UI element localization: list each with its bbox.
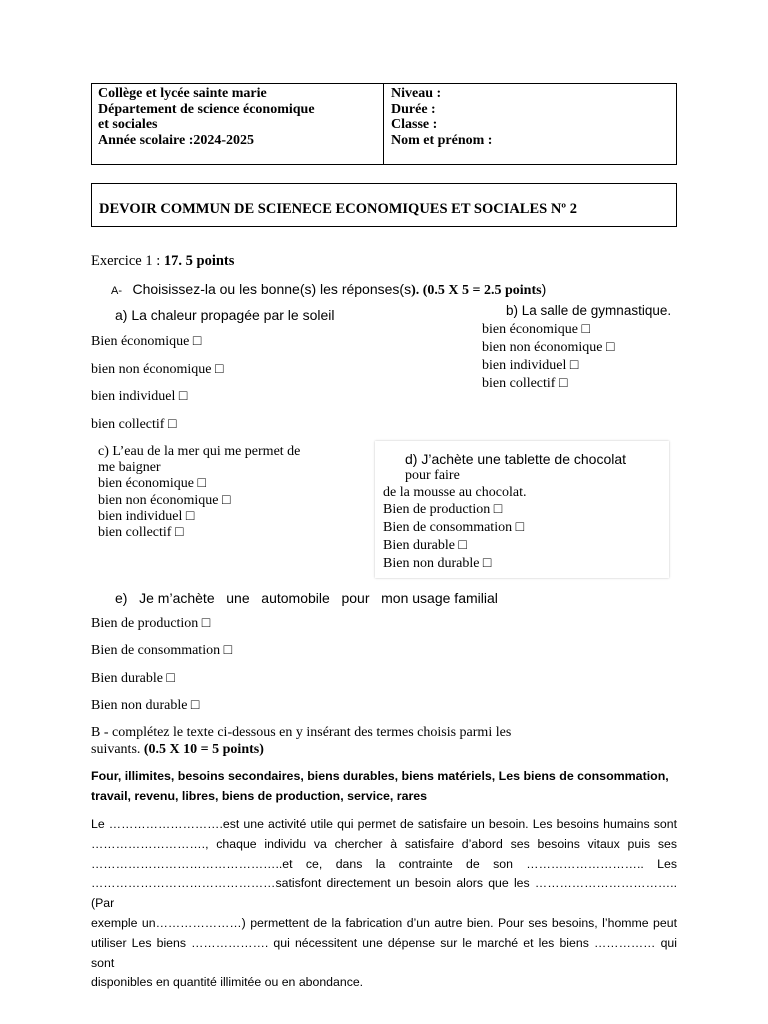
question-b-option-3[interactable]: bien individuel □ [482, 358, 579, 373]
exam-title: DEVOIR COMMUN DE SCIENECE ECONOMIQUES ET SOCIALES Nº 2 [91, 183, 677, 227]
question-d-option-3[interactable]: Bien durable □ [383, 538, 467, 553]
part-b-instruction: B - complétez le texte ci-dessous en y insérant des termes choisis parmi les [91, 725, 512, 740]
part-a-instruction: A- Choisissez-la ou les bonne(s) les réponses(s). (0.5 X 5 = 2.5 points) [111, 281, 547, 298]
fill-in-line: disponibles en quantité illimitée ou en abondance. [91, 975, 364, 990]
student-info [384, 84, 676, 164]
question-d-label: d) J’achète une tablette de chocolat [405, 451, 627, 467]
question-b-option-4[interactable]: bien collectif □ [482, 376, 568, 391]
fill-in-line[interactable]: ………………………., chaque individu va chercher à satisfaire d’abord ses besoins vitaux puis ses [91, 836, 677, 851]
question-a-option-4[interactable]: bien collectif □ [91, 417, 177, 432]
part-b-instruction-cont: suivants. (0.5 X 10 = 5 points) [91, 742, 264, 757]
fill-in-line[interactable]: exemple un…………………) permettent de la fabrication d’un autre bien. Pour ses besoins, l’homme peut [91, 915, 677, 930]
question-e-option-1[interactable]: Bien de production □ [91, 616, 211, 631]
duration-field: Durée : [391, 101, 436, 117]
name-field: Nom et prénom : [391, 132, 493, 148]
fill-in-line[interactable]: ………………………………………satisfont directement un besoin alors que les …………………………….. (Par [91, 876, 677, 911]
part-a-points: ). (0.5 X 5 = 2.5 points [411, 283, 542, 298]
question-c-label-cont: me baigner [98, 460, 161, 475]
question-b-option-1[interactable]: bien économique □ [482, 322, 590, 337]
question-d-option-1[interactable]: Bien de production □ [383, 502, 503, 517]
exercise-points: 17. 5 points [163, 253, 235, 269]
level-field: Niveau : [391, 86, 442, 101]
question-c-option-3[interactable]: bien individuel □ [98, 509, 195, 524]
school-year: Année scolaire :2024-2025 [98, 132, 255, 148]
exercise-label: Exercice 1 : [91, 253, 164, 269]
header-table [91, 83, 677, 165]
school-info [92, 84, 384, 164]
school-name: Collège et lycée sainte marie [98, 86, 267, 101]
part-b-points: (0.5 X 10 = 5 points) [143, 742, 264, 757]
part-a-prefix: A- [111, 285, 122, 297]
question-e-option-3[interactable]: Bien durable □ [91, 671, 175, 686]
question-d-label-cont: pour faire [405, 468, 460, 483]
question-b-label: b) La salle de gymnastique. [506, 303, 672, 318]
fill-in-line[interactable]: Le ……………………….est une activité utile qui permet de satisfaire un besoin. Les besoins humains sont [91, 817, 677, 831]
exercise-heading [91, 253, 234, 270]
question-c-option-2[interactable]: bien non économique □ [98, 493, 231, 508]
question-a-option-2[interactable]: bien non économique □ [91, 362, 224, 377]
department: Département de science économique [98, 101, 315, 117]
fill-in-line[interactable]: ………………………………………..et ce, dans la contrainte de son ……………………….. Les [91, 856, 677, 871]
terms-list: Four, illimites, besoins secondaires, biens durables, biens matériels, Les biens de consommation, travail, revenu, libres, biens de production, service, rares [91, 769, 669, 803]
question-d-option-4[interactable]: Bien non durable □ [383, 556, 492, 571]
question-d-label-end: de la mousse au chocolat. [383, 485, 527, 500]
question-a-label: a) La chaleur propagée par le soleil [115, 307, 335, 323]
question-e-label: e) Je m’achète une automobile pour mon usage familial [115, 590, 498, 606]
question-c-option-1[interactable]: bien économique □ [98, 476, 206, 491]
question-a-option-3[interactable]: bien individuel □ [91, 389, 188, 404]
question-c-option-4[interactable]: bien collectif □ [98, 525, 184, 540]
fill-in-line[interactable]: utiliser Les biens ………………. qui nécessitent une dépense sur le marché et les biens …………… qui sont [91, 935, 677, 970]
fill-in-text [91, 815, 677, 993]
question-b-option-2[interactable]: bien non économique □ [482, 340, 615, 355]
question-d-option-2[interactable]: Bien de consommation □ [383, 520, 525, 535]
question-e-option-2[interactable]: Bien de consommation □ [91, 643, 233, 658]
department-cont: et sociales [98, 117, 158, 132]
question-c-label: c) L’eau de la mer qui me permet de [98, 444, 301, 459]
question-e-option-4[interactable]: Bien non durable □ [91, 698, 200, 713]
question-a-option-1[interactable]: Bien économique □ [91, 334, 202, 349]
class-field: Classe : [391, 117, 438, 132]
